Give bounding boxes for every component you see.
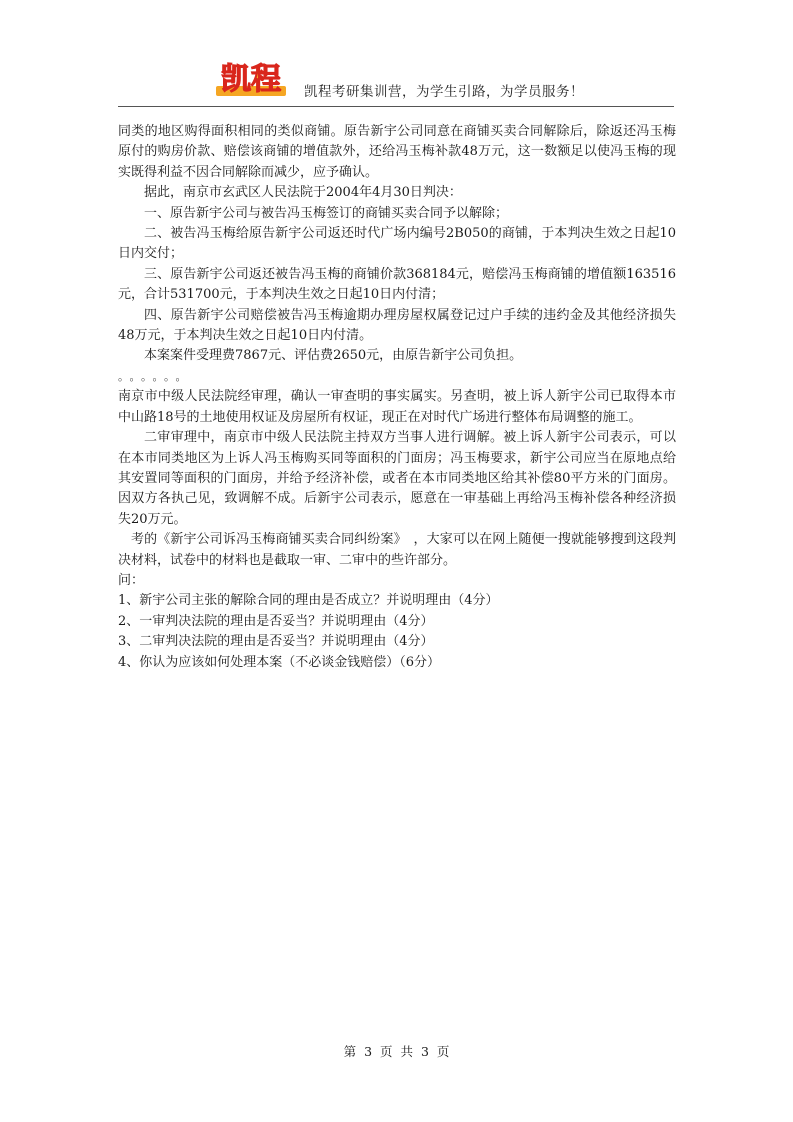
page-number: 第 3 页 共 3 页 [343, 1044, 450, 1059]
paragraph: 考的《新宇公司诉冯玉梅商铺买卖合同纠纷案》 ，大家可以在网上随便一搜就能够搜到这段判决材料，试卷中的材料也是截取一审、二审中的些许部分。 [118, 532, 676, 568]
header-slogan: 凯程考研集训营，为学生引路，为学员服务！ [304, 84, 584, 100]
question-item: 4、你认为应该如何处理本案（不必谈金钱赔偿）（6分） [118, 654, 441, 670]
paragraph: 本案案件受理费7867元、评估费2650元，由原告新宇公司负担。 [144, 348, 523, 364]
logo-text: 凯程 [221, 62, 281, 97]
question-item: 3、二审判决法院的理由是否妥当？并说明理由（4分） [118, 634, 434, 650]
paragraph: 二、被告冯玉梅给原告新宇公司返还时代广场内编号2B050的商铺，于本判决生效之日起10日内交付； [118, 226, 676, 262]
question-heading: 问： [118, 572, 145, 588]
paragraph: 据此，南京市玄武区人民法院于2004年4月30日判决： [144, 185, 462, 201]
question-item: 2、一审判决法院的理由是否妥当？并说明理由（4分） [118, 613, 434, 629]
ellipsis-dots: 。。。。。。 [118, 369, 193, 383]
question-item: 1、新宇公司主张的解除合同的理由是否成立？并说明理由（4分） [118, 593, 499, 609]
paragraph: 三、原告新宇公司返还被告冯玉梅的商铺价款368184元，赔偿冯玉梅商铺的增值额163516元，合计531700元，于本判决生效之日起10日内付清； [118, 266, 676, 303]
kaicheng-logo [214, 56, 288, 100]
document-body [118, 122, 676, 673]
paragraph: 南京市中级人民法院经审理，确认一审查明的事实属实。另查明，被上诉人新宇公司已取得本市中山路18号的土地使用权证及房屋所有权证，现正在对时代广场进行整体布局调整的施工。 [118, 389, 676, 425]
paragraph: 二审审理中，南京市中级人民法院主持双方当事人进行调解。被上诉人新宇公司表示，可以在本市同类地区为上诉人冯玉梅购买同等面积的门面房；冯玉梅要求，新宇公司应当在原地点给其安置同等面积的门面房，并给予经济补偿，或者在本市同类地区给其补偿80平方米的门面房。因双方各执己见，致调解不成。后新宇公司表示，愿意在一审基础上再给冯玉梅补偿各种经济损失20万元。 [118, 430, 676, 527]
paragraph: 四、原告新宇公司赔偿被告冯玉梅逾期办理房屋权属登记过户手续的违约金及其他经济损失48万元，于本判决生效之日起10日内付清。 [118, 307, 676, 344]
paragraph: 一、原告新宇公司与被告冯玉梅签订的商铺买卖合同予以解除； [144, 205, 509, 221]
page-header [118, 52, 674, 107]
paragraph: 同类的地区购得面积相同的类似商铺。原告新宇公司同意在商铺买卖合同解除后，除返还冯玉梅原付的购房价款、赔偿该商铺的增值款外，还给冯玉梅补款48万元，这一数额足以使冯玉梅的现实既得利益不因合同解除而减少，应予确认。 [118, 124, 676, 180]
